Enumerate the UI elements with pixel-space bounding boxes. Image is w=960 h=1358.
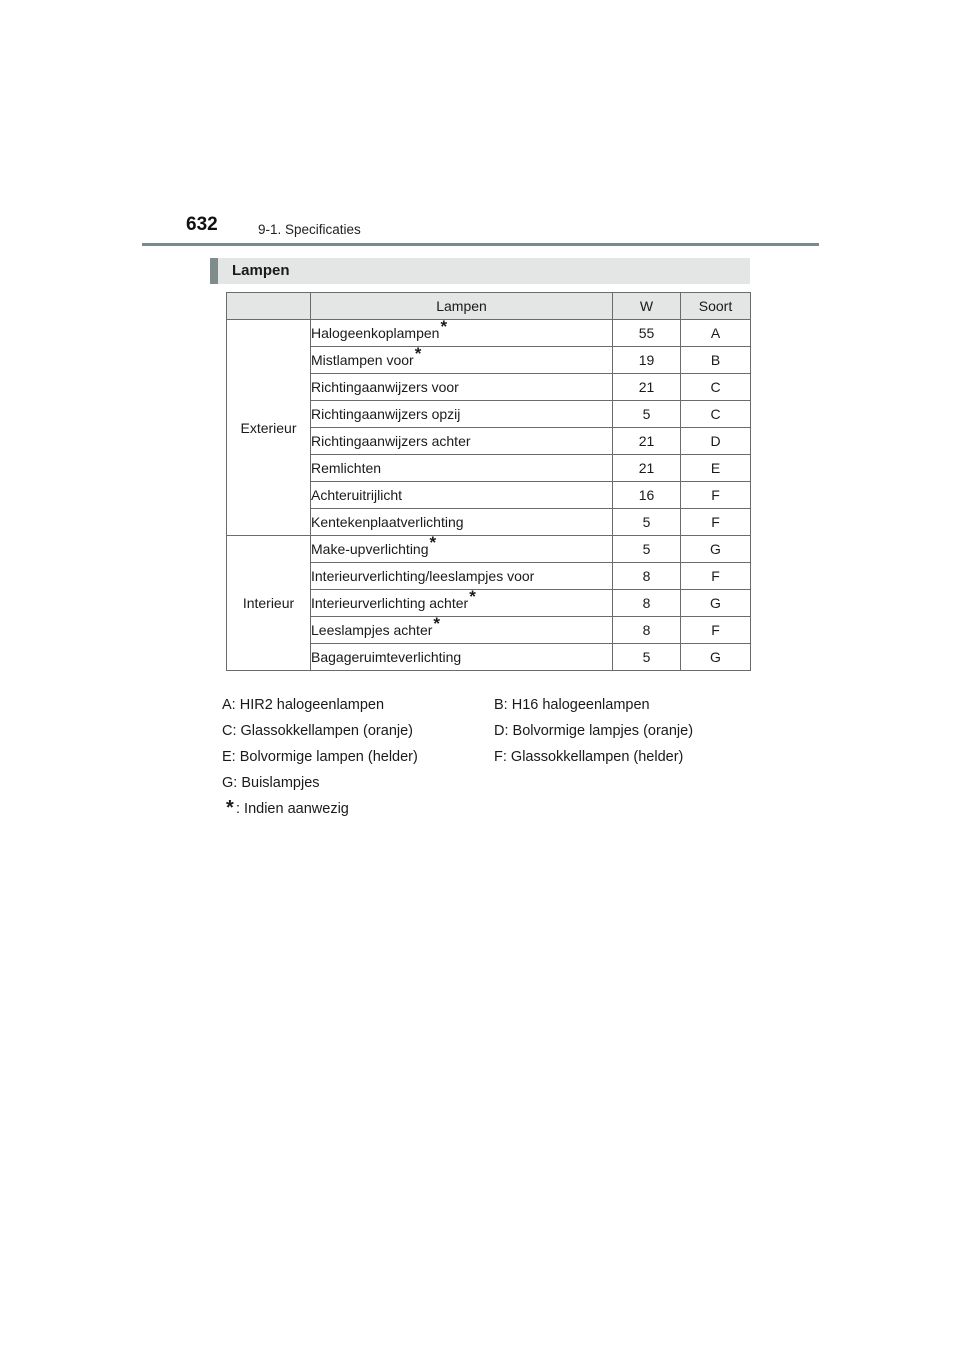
lamp-name: Richtingaanwijzers opzij	[311, 406, 461, 422]
legend-item: F: Glassokkellampen (helder)	[494, 749, 684, 765]
type-cell: A	[681, 320, 751, 347]
type-cell: G	[681, 644, 751, 671]
type-cell: F	[681, 509, 751, 536]
footnote-marker: *	[429, 533, 437, 552]
watt-cell: 55	[613, 320, 681, 347]
watt-cell: 19	[613, 347, 681, 374]
legend-item: C: Glassokkellampen (oranje)	[222, 723, 413, 739]
type-cell: C	[681, 401, 751, 428]
type-cell: G	[681, 590, 751, 617]
lamp-name-cell	[311, 482, 613, 509]
header-rule	[142, 243, 819, 246]
group-label: Exterieur	[227, 320, 311, 536]
section-bar	[210, 258, 750, 284]
table-row	[227, 536, 751, 563]
legend-row	[222, 775, 762, 801]
lamp-name-cell	[311, 455, 613, 482]
watt-cell: 8	[613, 590, 681, 617]
lamp-name-cell	[311, 533, 613, 563]
page-number: 632	[186, 214, 218, 235]
watt-cell: 21	[613, 455, 681, 482]
legend-item: G: Buislampjes	[222, 775, 320, 791]
group-label: Interieur	[227, 536, 311, 671]
footnote-marker: *	[433, 614, 441, 633]
footnote	[222, 797, 762, 827]
watt-cell: 8	[613, 563, 681, 590]
lamp-name-cell	[311, 644, 613, 671]
lamp-name: Leeslampjes achter	[311, 622, 433, 638]
lamp-name-cell	[311, 428, 613, 455]
column-header-watt: W	[613, 293, 681, 320]
watt-cell: 21	[613, 374, 681, 401]
lamp-name: Interieurverlichting achter	[311, 595, 469, 611]
footnote-text: : Indien aanwezig	[236, 801, 349, 817]
lamp-name: Remlichten	[311, 460, 382, 476]
lamp-name: Bagageruimteverlichting	[311, 649, 462, 665]
legend-item: E: Bolvormige lampen (helder)	[222, 749, 418, 765]
type-cell: F	[681, 563, 751, 590]
lamp-name-cell	[311, 587, 613, 617]
lamp-name: Make-upverlichting	[311, 541, 429, 557]
lamp-name-cell	[311, 344, 613, 374]
legend-row	[222, 697, 762, 723]
lamp-name-cell	[311, 317, 613, 347]
chapter-title: 9-1. Specificaties	[258, 222, 361, 237]
watt-cell: 5	[613, 401, 681, 428]
type-cell: G	[681, 536, 751, 563]
type-cell: C	[681, 374, 751, 401]
lamp-name: Achteruitrijlicht	[311, 487, 403, 503]
lamp-table	[226, 292, 751, 671]
type-cell: F	[681, 482, 751, 509]
lamp-name: Kentekenplaatverlichting	[311, 514, 464, 530]
lamp-name: Richtingaanwijzers voor	[311, 379, 459, 395]
table-row	[227, 320, 751, 347]
watt-cell: 16	[613, 482, 681, 509]
type-cell: B	[681, 347, 751, 374]
type-cell: F	[681, 617, 751, 644]
watt-cell: 21	[613, 428, 681, 455]
watt-cell: 8	[613, 617, 681, 644]
lamp-name: Interieurverlichting/leeslampjes voor	[311, 568, 535, 584]
column-header-lamp: Lampen	[311, 293, 613, 320]
type-cell: D	[681, 428, 751, 455]
legend-item: D: Bolvormige lampjes (oranje)	[494, 723, 694, 739]
footnote-marker: *	[414, 344, 422, 363]
section-title: Lampen	[232, 262, 290, 279]
footnote-star: *	[226, 797, 234, 819]
type-cell: E	[681, 455, 751, 482]
legend-row	[222, 749, 762, 775]
watt-cell: 5	[613, 509, 681, 536]
lamp-name: Mistlampen voor	[311, 352, 414, 368]
lamp-name-cell	[311, 509, 613, 536]
watt-cell: 5	[613, 536, 681, 563]
legend-rows	[222, 697, 762, 801]
column-header-group	[227, 293, 311, 320]
lamp-name: Richtingaanwijzers achter	[311, 433, 471, 449]
footnote-marker: *	[440, 317, 448, 336]
lamp-name-cell	[311, 563, 613, 590]
watt-cell: 5	[613, 644, 681, 671]
lamp-name-cell	[311, 614, 613, 644]
legend-item: B: H16 halogeenlampen	[494, 697, 650, 713]
legend-row	[222, 723, 762, 749]
table-header-row	[227, 293, 751, 320]
column-header-type: Soort	[681, 293, 751, 320]
legend-item: A: HIR2 halogeenlampen	[222, 697, 385, 713]
lamp-name-cell	[311, 401, 613, 428]
lamp-name: Halogeenkoplampen	[311, 325, 440, 341]
legend	[222, 697, 762, 827]
lamp-name-cell	[311, 374, 613, 401]
footnote-marker: *	[469, 587, 476, 606]
table-body	[227, 317, 751, 671]
